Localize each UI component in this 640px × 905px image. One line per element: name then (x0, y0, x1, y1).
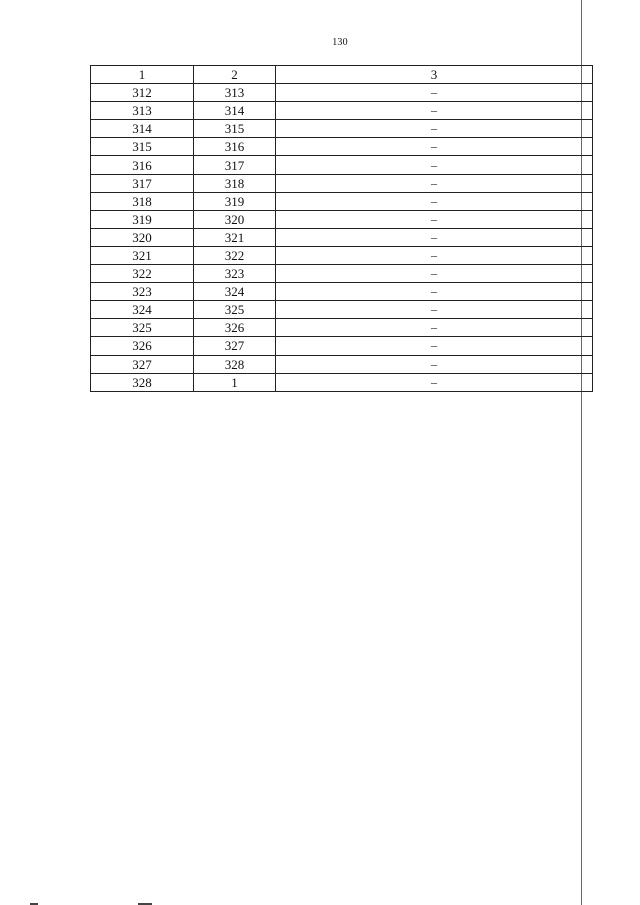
table-row (91, 120, 593, 138)
table-cell-col3: – (276, 120, 593, 138)
table-cell-col2: 316 (194, 138, 276, 156)
table-cell-col1: 314 (91, 120, 194, 138)
table-cell-col3: – (276, 283, 593, 301)
table-cell-col3: – (276, 265, 593, 283)
table-cell-col3: – (276, 355, 593, 373)
data-table (90, 65, 593, 392)
table-cell-col1: 321 (91, 246, 194, 264)
table-cell-col1: 320 (91, 228, 194, 246)
table-cell-col2: 321 (194, 228, 276, 246)
table-cell-col1: 323 (91, 283, 194, 301)
table-cell-col2: 315 (194, 120, 276, 138)
table-cell-col3: – (276, 301, 593, 319)
table-cell-col1: 326 (91, 337, 194, 355)
table-cell-col2: 325 (194, 301, 276, 319)
column-header-1: 1 (91, 66, 194, 84)
table-row (91, 355, 593, 373)
table-cell-col1: 327 (91, 355, 194, 373)
table-row (91, 283, 593, 301)
table-cell-col3: – (276, 319, 593, 337)
table-cell-col2: 323 (194, 265, 276, 283)
table-cell-col3: – (276, 84, 593, 102)
table-row (91, 102, 593, 120)
table-cell-col2: 320 (194, 210, 276, 228)
table-cell-col2: 322 (194, 246, 276, 264)
table-cell-col2: 314 (194, 102, 276, 120)
table-cell-col1: 324 (91, 301, 194, 319)
table-body (91, 84, 593, 392)
table-row (91, 84, 593, 102)
table-cell-col1: 317 (91, 174, 194, 192)
table-row (91, 210, 593, 228)
table-cell-col3: – (276, 138, 593, 156)
table-cell-col3: – (276, 228, 593, 246)
table-cell-col2: 318 (194, 174, 276, 192)
table-row (91, 138, 593, 156)
table-cell-col1: 313 (91, 102, 194, 120)
table-cell-col1: 318 (91, 192, 194, 210)
table-cell-col3: – (276, 174, 593, 192)
table-cell-col2: 324 (194, 283, 276, 301)
table-cell-col2: 317 (194, 156, 276, 174)
table-cell-col2: 328 (194, 355, 276, 373)
column-header-3: 3 (276, 66, 593, 84)
table-row (91, 228, 593, 246)
table-cell-col2: 1 (194, 373, 276, 391)
table-cell-col3: – (276, 102, 593, 120)
table-cell-col1: 312 (91, 84, 194, 102)
table-row (91, 192, 593, 210)
table-cell-col3: – (276, 156, 593, 174)
table-row (91, 301, 593, 319)
table-cell-col3: – (276, 246, 593, 264)
table-cell-col1: 315 (91, 138, 194, 156)
table-cell-col3: – (276, 210, 593, 228)
table-cell-col1: 325 (91, 319, 194, 337)
column-header-2: 2 (194, 66, 276, 84)
table-row (91, 373, 593, 391)
table-row (91, 246, 593, 264)
table-row (91, 319, 593, 337)
table-cell-col1: 328 (91, 373, 194, 391)
table-row (91, 265, 593, 283)
table-cell-col2: 319 (194, 192, 276, 210)
table-row (91, 174, 593, 192)
table-cell-col3: – (276, 192, 593, 210)
table-row (91, 337, 593, 355)
table-cell-col3: – (276, 337, 593, 355)
table-cell-col2: 313 (194, 84, 276, 102)
table-row (91, 156, 593, 174)
table-cell-col1: 316 (91, 156, 194, 174)
table-cell-col3: – (276, 373, 593, 391)
bottom-edge-marks (30, 899, 200, 905)
page-number: 130 (332, 37, 348, 48)
table-cell-col2: 327 (194, 337, 276, 355)
table-cell-col1: 319 (91, 210, 194, 228)
table-cell-col1: 322 (91, 265, 194, 283)
table-header-row (91, 66, 593, 84)
table-cell-col2: 326 (194, 319, 276, 337)
